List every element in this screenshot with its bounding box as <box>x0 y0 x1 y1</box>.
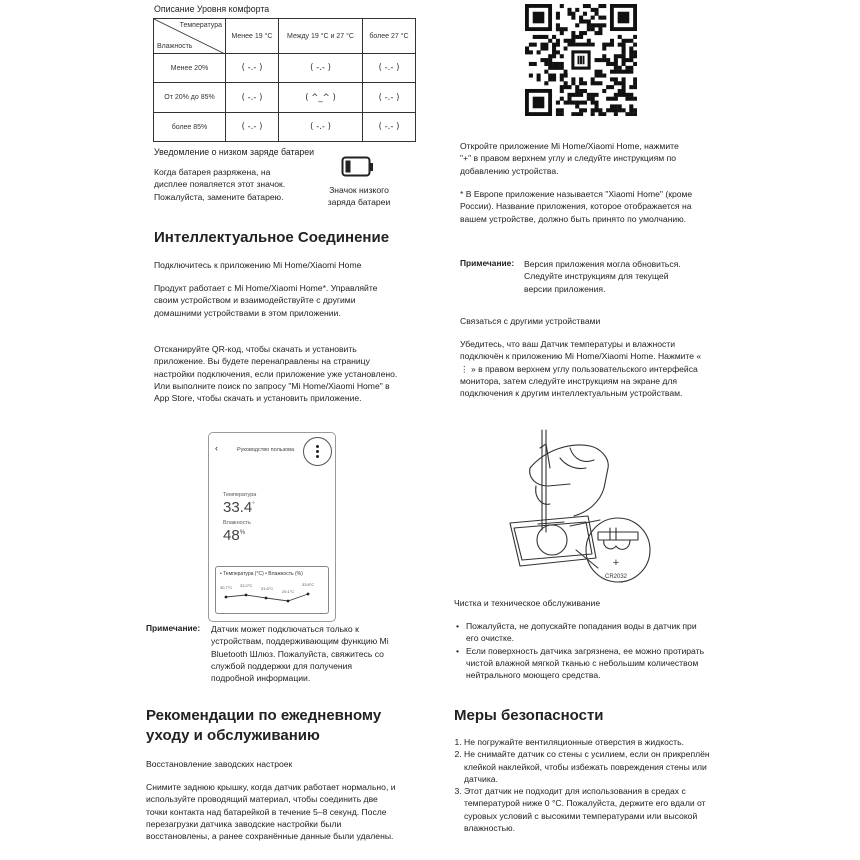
table-row <box>154 83 416 113</box>
comfort-face: ( -.- ) <box>226 83 279 113</box>
comfort-face: ( -.- ) <box>226 113 279 142</box>
low-battery-icon <box>341 156 375 183</box>
comfort-title: Описание Уровня комфорта <box>154 4 270 14</box>
table-row <box>154 54 416 83</box>
battery-heading: Уведомление о низком заряде батареи <box>154 147 315 157</box>
chart-label: 30.7°C <box>220 585 233 590</box>
app-p2: * В Европе приложение называется "Xiaomi Home" (кроме России). Название приложения, которое отображается на вашем устройстве, должно быть принято по умолчанию. <box>460 189 693 224</box>
note1-text: Датчик может подключаться только к устройствам, поддерживающим функцию Mi Bluetooth Шлюз. Пожалуйста, свяжитесь со службой поддержки для получения подробной информации. <box>211 624 389 684</box>
care-text: Снимите заднюю крышку, когда датчик работает нормально, и используйте проводящий материал, чтобы соединить две точки контакта над батарейкой в течение 5–8 секунд. После перезагрузки датчика заводские настройки были восстановлены, а ранее сохранённые данные были удалены. <box>146 782 396 842</box>
hum-value-group <box>223 527 245 544</box>
col-header: более 27 °C <box>363 19 416 54</box>
table-row <box>154 113 416 142</box>
comfort-corner-cell <box>154 19 226 54</box>
note1-label: Примечание: <box>146 623 201 633</box>
chart-label: 33.2°C <box>240 583 253 588</box>
chart-point <box>265 597 268 600</box>
row-label: более 85% <box>154 113 226 142</box>
phone-screenshot <box>208 432 336 622</box>
more-menu-icon <box>303 437 332 466</box>
hum-unit: % <box>239 530 246 536</box>
care-sub: Восстановление заводских настроек <box>146 759 293 769</box>
comfort-table <box>153 18 416 142</box>
battery-text: Когда батарея разряжена, на дисплее появляется этот значок. Пожалуйста, замените батарею. <box>154 167 286 202</box>
note2-label: Примечание: <box>460 258 515 268</box>
history-chart <box>215 566 329 614</box>
col-header: Менее 19 °C <box>226 19 279 54</box>
chart-label: 29.1°C <box>282 589 295 594</box>
battery-icon-caption: Значок низкого заряда батареи <box>327 185 391 208</box>
comfort-face: ( -.- ) <box>363 54 416 83</box>
connect-title: Связаться с другими устройствами <box>460 316 601 326</box>
chart-point <box>245 594 248 597</box>
note2-text: Версия приложения могла обновиться. Следуйте инструкциям для текущей версии приложения. <box>524 259 681 294</box>
temp-value-group <box>223 499 255 516</box>
chart-point <box>287 600 290 603</box>
corner-humidity: Влажность <box>157 43 193 50</box>
chart-label: 31.6°C <box>261 586 274 591</box>
maintenance-title: Чистка и техническое обслуживание <box>454 598 601 608</box>
qr-code <box>525 4 637 116</box>
temp-value: 33.4 <box>223 499 253 516</box>
comfort-face: ( ^_^ ) <box>279 83 363 113</box>
list-item: • Если поверхность датчика загрязнена, ее можно протирать чистой влажной мягкой тканью с небольшим количеством нейтрального моющего средства. <box>466 645 706 682</box>
chart-point <box>307 593 310 596</box>
maintenance-list <box>454 620 706 681</box>
safety-list <box>452 736 712 834</box>
comfort-face: ( -.- ) <box>226 54 279 83</box>
app-p1: Откройте приложение Mi Home/Xiaomi Home, нажмите "+" в правом верхнем углу и следуйте инструкциям по добавлению устройства. <box>460 141 679 176</box>
list-item: 1. Не погружайте вентиляционные отверстия в жидкость. <box>464 736 712 748</box>
row-label: От 20% до 85% <box>154 83 226 113</box>
row-label: Менее 20% <box>154 54 226 83</box>
comfort-face: ( -.- ) <box>279 113 363 142</box>
col-header: Между 19 °C и 27 °C <box>279 19 363 54</box>
list-item: 3. Этот датчик не подходит для использования в средах с температурой ниже 0 °C. Пожалуйста, держите его вдали от суровых условий с высокими температурами или высокой влажностью. <box>464 785 712 834</box>
list-item: • Пожалуйста, не допускайте попадания воды в датчик при его очистке. <box>466 620 706 645</box>
hum-label: Влажность <box>223 520 251 526</box>
chart-point <box>225 596 228 599</box>
phone-title: Руководство пользова <box>237 447 295 453</box>
care-title: Рекомендации по ежедневному уходу и обслуживанию <box>146 707 382 744</box>
temp-unit: ° <box>252 502 255 508</box>
chart-label: 33.8°C <box>302 582 315 587</box>
temp-label: Температура <box>223 492 257 498</box>
back-icon: ‹ <box>215 443 218 453</box>
comfort-face: ( -.- ) <box>363 83 416 113</box>
comfort-face: ( -.- ) <box>363 113 416 142</box>
list-item: 2. Не снимайте датчик со стены с усилием, если он прикреплён клейкой наклейкой, чтобы избежать повреждения стены или датчика. <box>464 748 712 785</box>
comfort-face: ( -.- ) <box>279 54 363 83</box>
smart-p2: Продукт работает с Mi Home/Xiaomi Home*. Управляйте своим устройством и взаимодействуйте с другими домашними устройствами в этом приложении. <box>154 283 378 318</box>
corner-temperature: Температура <box>179 22 222 29</box>
smart-connection-title: Интеллектуальное Соединение <box>154 229 390 246</box>
battery-plus-sign: + <box>612 557 620 569</box>
hum-value: 48 <box>223 527 240 544</box>
smart-p1: Подключитесь к приложению Mi Home/Xiaomi Home <box>154 260 362 270</box>
battery-model-label: CR2032 <box>604 574 628 580</box>
safety-title: Меры безопасности <box>454 707 604 724</box>
reset-illustration <box>500 428 660 588</box>
smart-p3: Отсканируйте QR-код, чтобы скачать и установить приложение. Вы будете перенаправлены на страницу настройки подключения, если приложение уже установлено. Или выполните поиск по запросу "Mi Home/Xiaomi Home" в App Store, чтобы скачать и установить приложение. <box>154 344 398 404</box>
connect-text: Убедитесь, что ваш Датчик температуры и влажности подключён к приложению Mi Home/Xiaomi Home. Нажмите « ⋮ » в правом верхнем углу пользовательского интерфейса монитора, затем следуйте инструкциям на экране для подключения к другим интеллектуальным устройствам. <box>460 339 702 399</box>
chart-legend: • Температура (°C) • Влажность (%) <box>220 571 303 577</box>
